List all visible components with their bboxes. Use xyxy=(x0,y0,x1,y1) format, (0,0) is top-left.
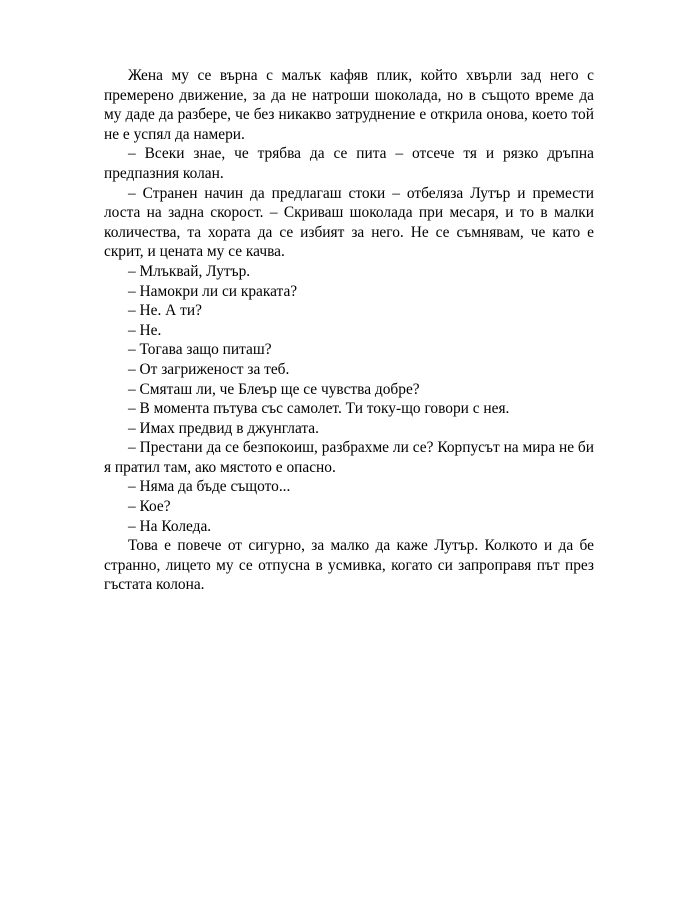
dialogue-line: – В момента пътува със самолет. Ти току-що говори с нея. xyxy=(128,400,510,418)
dialogue-line: – Тогава защо питаш? xyxy=(128,341,272,359)
dialogue-line: – Кое? xyxy=(128,498,171,516)
dialogue-line: – Млъквай, Лутър. xyxy=(128,262,251,280)
dialogue-line: – На Коледа. xyxy=(128,517,212,535)
paragraph: – Всеки знае, че трябва да се пита – отсече тя и рязко дръпна предпазния колан. xyxy=(104,145,594,182)
paragraph: – Странен начин да предлагаш стоки – отбеляза Лутър и премести лоста на задна скорост. – Скриваш шоколада при месаря, и то в малки количества, та хората да се избият за него. Не се съмнявам, че като е скрит, и цената му се качва. xyxy=(104,184,594,261)
dialogue-line: – Няма да бъде същото... xyxy=(128,478,291,496)
dialogue-line: – Не. xyxy=(128,321,162,339)
dialogue-line: – От загриженост за теб. xyxy=(128,360,290,378)
paragraph: Жена му се върна с малък кафяв плик, който хвърли зад него с премерено движение, за да не натроши шоколада, но в същото време да му даде да разбере, че без никакво затруднение е открила онова, което той не е успял да намери. xyxy=(104,67,594,143)
dialogue-line: – Смяташ ли, че Блеър ще се чувства добре? xyxy=(128,380,420,398)
dialogue-line: – Не. А ти? xyxy=(128,302,202,320)
paragraph: Това е повече от сигурно, за малко да каже Лутър. Колкото и да бе странно, лицето му се отпусна в усмивка, когато си запроправя път през гъстата колона. xyxy=(104,537,594,594)
document-page xyxy=(104,66,594,595)
dialogue-line: – Престани да се безпокоиш, разбрахме ли се? Корпусът на мира не би я пратил там, ако мястото е опасно. xyxy=(104,439,594,476)
dialogue-line: – Намокри ли си краката? xyxy=(128,282,298,300)
dialogue-line: – Имах предвид в джунглата. xyxy=(128,419,319,437)
